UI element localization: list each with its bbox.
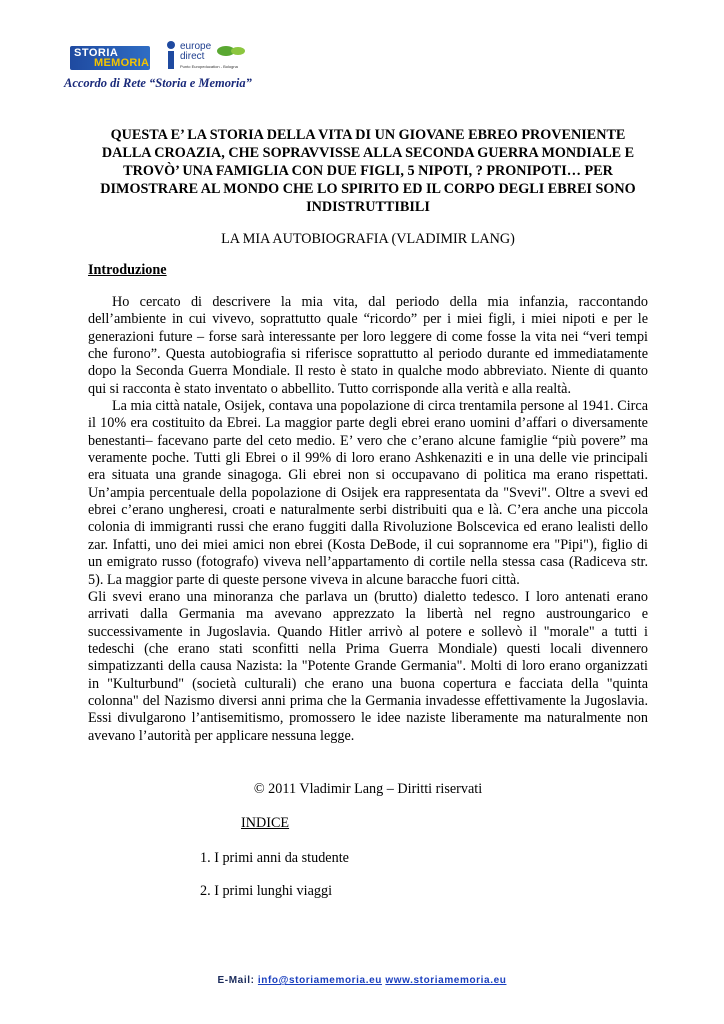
network-title: Accordo di Rete “Storia e Memoria” [64,76,252,90]
europe-direct-i-icon [164,40,178,70]
europe-direct-line2: direct [180,51,205,62]
paragraph: Ho cercato di descrivere la mia vita, dal periodo della mia infanzia, raccontando dell’ambiente in cui vivevo, soprattutto quale “ricordo” per i miei figli, i miei nipoti e per le generazioni future – forse sarà interessante per loro leggere di come fosse la vita nei “veri tempi che furono”. Questa autobiografia si riferisce soprattutto al periodo durante ed immediatamente dopo la Seconda Guerra Mondiale. Il resto è stato in qualche modo abbreviato. Niente di quanto qui si racconta è stato inventato o abbellito. Tutto corrisponde alla verità e alla realtà. [88,294,648,397]
toc-item[interactable]: 1. I primi anni da studente [200,850,349,866]
page-footer [0,975,724,986]
europe-direct-text [180,42,211,62]
logo-storia-line1: STORIA [74,47,119,59]
paragraph: La mia città natale, Osijek, contava una popolazione di circa trentamila persone al 1941. Circa il 10% era costituito da Ebrei. La maggior parte degli ebrei erano uomini d’affari o diversamente benestanti– facevano parte del ceto medio. E’ vero che c’erano alcune famiglie “più povere” ma veramente poche. Tutti gli Ebrei o il 99% di loro erano Ashkenaziti e in una delle vie principali era situata una grande sinagoga. Gli ebrei non si occupavano di politica ma erano rispettati. Un’ampia percentuale della popolazione di Osijek era rappresentata da "Svevi". Oltre a svevi ed ebrei c’erano ungheresi, croati e naturalmente serbi distribuiti qua e là. C’era anche una piccola colonia di immigranti russi che erano fuggiti dalla Rivoluzione Bolscevica ed erano lealisti dello zar. Infatti, uno dei miei amici non ebrei (Kosta DeBode, il cui soprannome era "Pipi"), figlio di un emigrato russo (fotografo) viveva nell’appartamento di cortile nella stessa casa (Radiceva str. 5). La maggior parte di queste persone viveva in alcune baracche fuori città. [88,398,648,588]
document-body [88,294,648,745]
document-title: QUESTA E’ LA STORIA DELLA VITA DI UN GIOVANE EBREO PROVENIENTE DALLA CROAZIA, CHE SOPRAVVISSE ALLA SECONDA GUERRA MONDIALE E TROVÒ’ UNA FAMIGLIA CON DUE FIGLI, 5 NIPOTI, ? PRONIPOTI… PER DIMOSTRARE AL MONDO CHE LO SPIRITO ED IL CORPO DEGLI EBREI SONO INDISTRUTTIBILI [100,127,636,215]
document-subtitle: LA MIA AUTOBIOGRAFIA (VLADIMIR LANG) [221,231,515,247]
page-header [64,38,384,96]
intro-heading: Introduzione [88,262,167,278]
toc-item[interactable]: 2. I primi lunghi viaggi [200,883,333,899]
europe-direct-subtitle: Punto Europeducation - Bologna [180,64,238,69]
paragraph: Gli svevi erano una minoranza che parlava un (brutto) dialetto tedesco. I loro antenati erano arrivati dalla Germania ma avevano apprezzato la libertà nel regno austroungarico e successivamente in Jugoslavia. Quando Hitler arrivò al potere e sollevò il "morale" a tutti i tedeschi (che erano stati sconfitti nella Prima Guerra Mondiale) questi locali divennero simpatizzanti della causa Nazista: la "Potente Grande Germania". Molti di loro erano organizzati in "Kulturbund" (società culturali) che erano una buona copertura e facciata della "quinta colonna" del Nazismo diversi anni prima che la Germania invadesse effettivamente la Jugoslavia. Essi divulgarono l’antisemitismo, promossero le idee naziste liberamente ma naturalmente non avevano l’autorità per applicare nessuna legge. [88,588,648,744]
europeducation-leaf-icon [216,44,246,58]
footer-website-link[interactable]: www.storiamemoria.eu [385,975,507,986]
index-heading: INDICE [241,815,290,831]
europe-direct-logo [164,40,254,76]
logo-storia-line2: MEMORIA [94,57,150,69]
europe-direct-line1: europe [180,41,212,52]
footer-email-label: E-Mail: [217,975,255,986]
copyright-notice: © 2011 Vladimir Lang – Diritti riservati [253,781,483,797]
storia-memoria-logo [70,46,150,70]
footer-email-link[interactable]: info@storiamemoria.eu [257,975,382,986]
table-of-contents [200,850,349,916]
